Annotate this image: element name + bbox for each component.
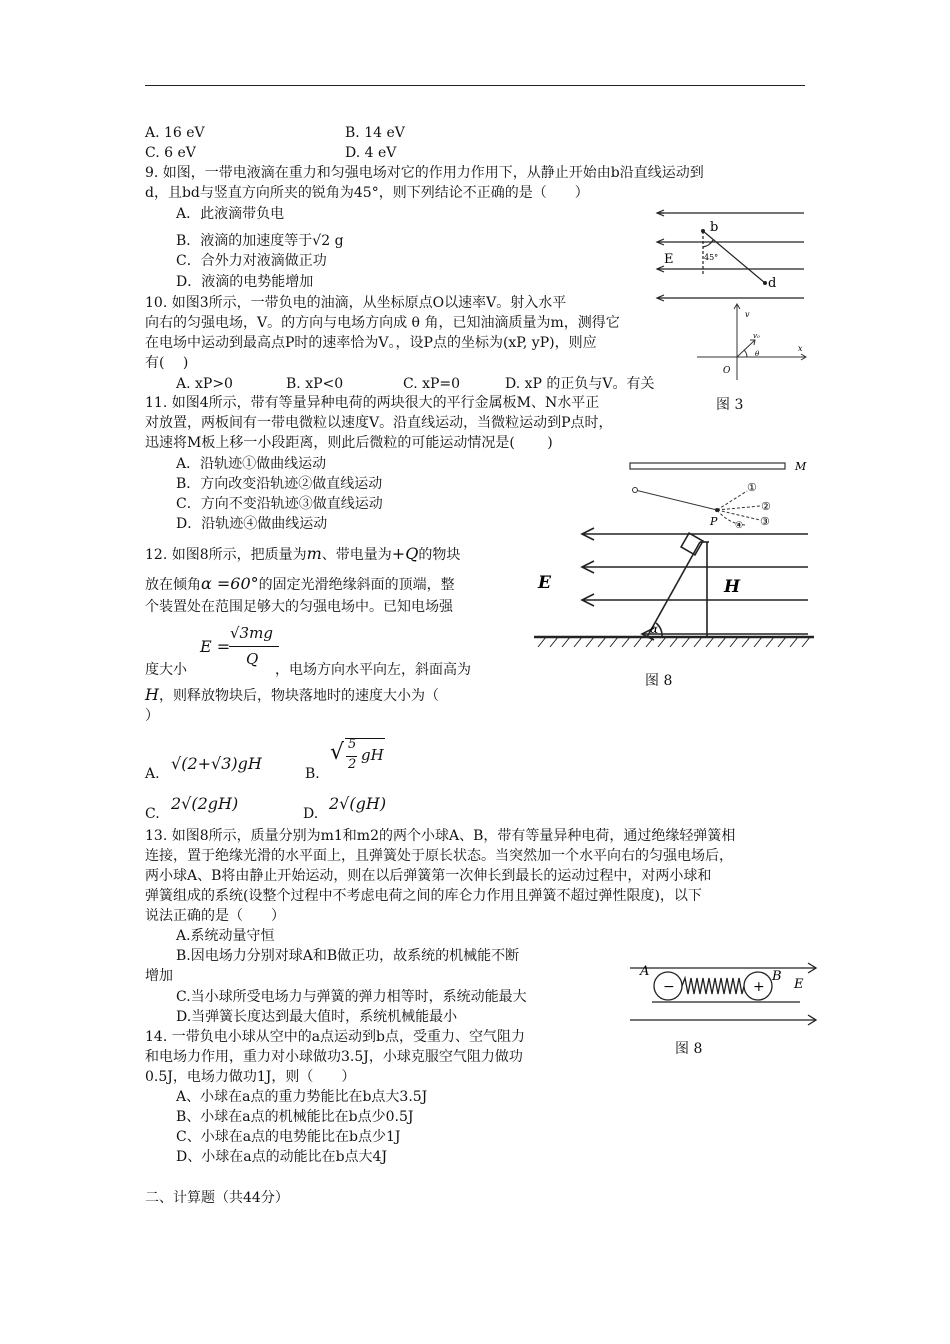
q10-option-a: A. xP>0 (176, 376, 233, 392)
q14-option-c: C、小球在a点的电势能比在b点少1J (176, 1129, 401, 1145)
q11-fig-label-4: ④ (735, 521, 744, 530)
q12-line1-text-c: 的物块 (418, 547, 461, 563)
q9-option-b-g: g (334, 233, 344, 249)
q10-option-d: D. xP 的正负与V。有关 (505, 376, 655, 392)
q11-fig-label-P: P (710, 515, 718, 528)
q9-stem-line2: d，且bd与竖直方向所夹的锐角为45°，则下列结论不正确的是（ ） (145, 185, 589, 201)
q9-fig-label-E: E (664, 252, 674, 267)
q11-line1: 11. 如图4所示，带有等量异种电荷的两块很大的平行金属板M、N水平正 (145, 395, 600, 411)
q14-line2: 和电场力作用，重力对小球做功3.5J，小球克服空气阻力做功 (145, 1049, 523, 1065)
q10-figure (695, 300, 810, 382)
q9-point-d (763, 281, 767, 285)
q12-option-c-label: C. (145, 806, 160, 822)
q12-option-d-math: 2√(gH) (329, 794, 387, 813)
q9-option-c: C．合外力对液滴做正功 (176, 253, 327, 269)
q12-line2-text-a: 放在倾角 (145, 577, 201, 593)
q9-stem-line1: 9. 如图，一带电液滴在重力和匀强电场对它的作用力作用下，从静止开始由b沿直线运动到 (145, 165, 704, 181)
q10-figure-caption: 图 3 (716, 397, 744, 413)
q9-fig-label-angle: 45° (704, 253, 719, 262)
header-rule (145, 85, 805, 86)
q10-fig-label-theta: θ (755, 350, 760, 358)
q9-fig-label-d: d (768, 276, 777, 291)
q13-line5: 说法正确的是（ ） (145, 908, 285, 924)
q8-option-b: B. 14 eV (345, 125, 405, 141)
q12-eq-numerator: √3mg (230, 624, 273, 642)
q12-option-b-den: 2 (348, 757, 357, 772)
q12-line3: 个装置处在范围足够大的匀强电场中。已知电场强 (145, 599, 453, 615)
q12-line4 (145, 660, 471, 680)
q13-option-c: C.当小球所受电场力与弹簧的弹力相等时，系统动能最大 (176, 989, 527, 1005)
q13-line2: 连接，置于绝缘光滑的水平面上，且弹簧处于原长状态。当突然加一个水平向右的匀强电场后， (145, 848, 733, 864)
q12-line1-text-a: 12. 如图8所示，把质量为 (145, 547, 307, 563)
q12-option-b-label: B. (305, 766, 320, 782)
q12-fig-label-alpha: α (650, 622, 659, 636)
q12-eq-denominator: Q (246, 650, 259, 668)
q12-option-a-math: √(2+√3)gH (171, 754, 262, 773)
q10-fig-label-v0: v₀ (753, 332, 760, 340)
q13-line3: 两小球A、B将由静止开始运动，则在以后弹簧第一次伸长到最长的运动过程中，对两小球和 (145, 868, 712, 884)
q10-line1: 10. 如图3所示，一带负电的油滴，从坐标原点O以速率V。射入水平 (145, 295, 567, 311)
q12-angle-value: α =60° (201, 574, 259, 593)
q10-line4: 有( ) (145, 355, 189, 371)
q9-figure (652, 205, 812, 305)
q12-fig-label-E: E (538, 573, 551, 593)
q11-line3: 迅速将M板上移一小段距离，则此后微粒的可能运动情况是( ) (145, 435, 553, 451)
q12-line4-text-b: ，电场方向水平向左，斜面高为 (275, 662, 471, 678)
q13-fig-label-A: A (640, 964, 650, 979)
q9-point-b (701, 229, 705, 233)
section-heading-calculation: 二、计算题（共44分） (145, 1190, 289, 1206)
q11-option-a: A．沿轨迹①做曲线运动 (176, 456, 327, 472)
q12-mass-symbol: m (306, 544, 322, 563)
q12-eq-fraction-bar (229, 646, 279, 647)
q14-option-a: A、小球在a点的重力势能比在b点大3.5J (176, 1089, 428, 1105)
q9-option-d: D．液滴的电势能增加 (176, 274, 314, 290)
q13-option-a: A.系统动量守恒 (176, 928, 275, 944)
q12-option-b-math: gH (361, 746, 384, 764)
q12-line1 (145, 544, 460, 564)
q11-fig-label-M: M (795, 460, 807, 473)
q12-figure-caption: 图 8 (645, 673, 673, 689)
q12-figure (532, 520, 814, 660)
q12-option-b-num: 5 (348, 737, 357, 752)
q12-line4-text-a: 度大小 (145, 662, 187, 678)
q13-line4: 弹簧组成的系统(设整个过程中不考虑电荷之间的库仑力作用且弹簧不超过弹性限度)，以下 (145, 888, 702, 904)
q13-fig-plus-sign: + (753, 979, 765, 995)
q13-fig-minus-sign: − (663, 979, 675, 995)
q14-option-d: D、小球在a点的动能比在b点大4J (176, 1149, 388, 1165)
q12-fig-label-H: H (724, 577, 741, 597)
q9-option-a: A．此液滴带负电 (176, 206, 285, 222)
q12-height-symbol: H (145, 685, 159, 704)
q14-line1: 14. 一带负电小球从空中的a点运动到b点，受重力、空气阻力 (145, 1029, 526, 1045)
q9-option-b (176, 231, 344, 251)
q12-option-a-label: A. (145, 766, 160, 782)
q8-option-c: C. 6 eV (145, 145, 196, 161)
q12-line5-text: ，则释放物块后，物块落地时的速度大小为（ (158, 688, 439, 704)
q9-fig-label-b: b (710, 220, 719, 235)
q10-fig-label-v: v (745, 310, 750, 319)
q13-option-b-line1: B.因电场力分别对球A和B做正功，故系统的机械能不断 (176, 948, 520, 964)
q14-option-b: B、小球在a点的机械能比在b点少0.5J (176, 1109, 414, 1125)
q9-option-b-sqrt: √2 (312, 233, 331, 249)
q10-option-b: B. xP<0 (286, 376, 344, 392)
q13-fig-label-E: E (794, 977, 804, 992)
q13-option-b-line2: 增加 (145, 968, 173, 984)
q10-line3: 在电场中运动到最高点P时的速率恰为V。，设P点的坐标为(xP, yP)，则应 (145, 335, 597, 351)
q12-charge-symbol: +Q (391, 544, 419, 563)
q11-option-d: D．沿轨迹④做曲线运动 (176, 516, 328, 532)
q12-line2-text-b: 的固定光滑绝缘斜面的顶端，整 (258, 577, 455, 593)
q9-option-b-text: B．液滴的加速度等于 (176, 233, 313, 249)
q8-option-a: A. 16 eV (145, 125, 205, 141)
q12-line5 (145, 685, 439, 706)
q12-line2 (145, 574, 455, 594)
q11-option-b: B．方向改变沿轨迹②做直线运动 (176, 476, 383, 492)
q11-fig-label-1: ① (747, 481, 757, 494)
q10-fig-label-O: O (723, 366, 731, 376)
q13-figure (628, 958, 818, 1028)
q12-option-b-sqrt: √ (330, 740, 345, 765)
q11-option-c: C．方向不变沿轨迹③做直线运动 (176, 496, 383, 512)
q14-line3: 0.5J，电场力做功1J，则（ ） (145, 1069, 356, 1085)
q12-option-c-math: 2√(2gH) (171, 794, 239, 813)
q13-figure-caption: 图 8 (675, 1041, 703, 1057)
q13-line1: 13. 如图8所示，质量分别为m1和m2的两个小球A、B，带有等量异种电荷，通过绝缘轻弹簧相 (145, 828, 736, 844)
q8-option-d: D. 4 eV (345, 145, 397, 161)
q12-line1-text-b: 、带电量为 (321, 547, 392, 563)
q11-line2: 对放置，两板间有一带电微粒以速度V。沿直线运动，当微粒运动到P点时， (145, 415, 613, 431)
q13-option-d: D.当弹簧长度达到最大值时，系统机械能最小 (176, 1009, 458, 1025)
q12-eq-lhs: E = (200, 637, 231, 656)
q10-line2: 向右的匀强电场，V。的方向与电场方向成 θ 角，已知油滴质量为m，测得它 (145, 315, 620, 331)
q10-option-c: C. xP=0 (403, 376, 461, 392)
q12-line6: ） (145, 708, 159, 724)
q11-fig-label-2: ② (761, 500, 771, 513)
q10-fig-label-x: x (798, 344, 803, 353)
q12-option-d-label: D. (303, 806, 319, 822)
q13-fig-label-B: B (772, 969, 782, 984)
q11-fig-label-3: ③ (760, 515, 770, 528)
